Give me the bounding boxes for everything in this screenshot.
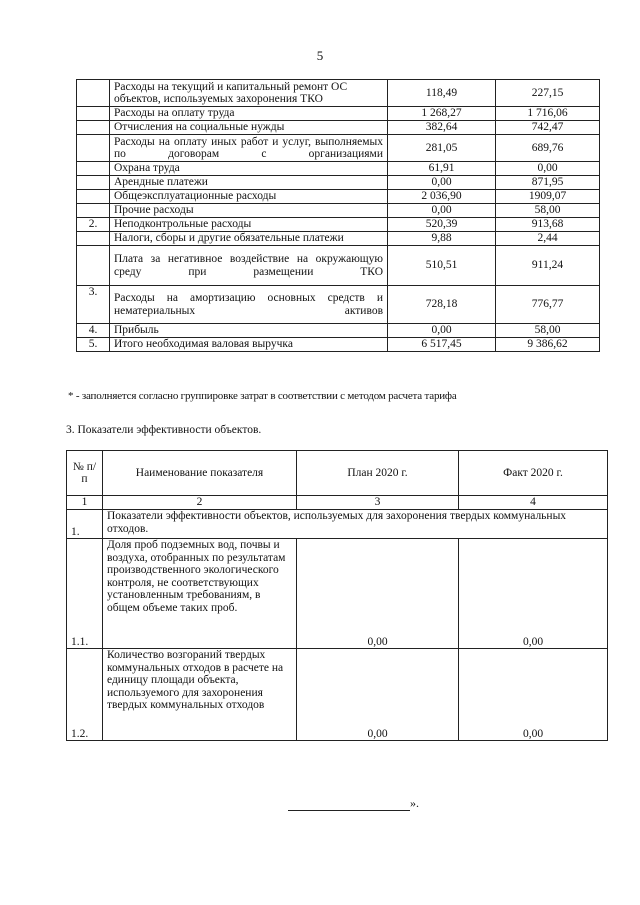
row-plan: 520,39 bbox=[388, 218, 496, 232]
row-name: Расходы на оплату труда bbox=[110, 107, 388, 121]
row-num bbox=[77, 246, 110, 286]
expense-row bbox=[77, 107, 600, 121]
row-plan: 281,05 bbox=[388, 135, 496, 162]
row-name: Отчисления на социальные нужды bbox=[110, 121, 388, 135]
row-name: Итого необходимая валовая выручка bbox=[110, 338, 388, 352]
signature-suffix: ». bbox=[410, 796, 419, 810]
expense-row bbox=[77, 286, 600, 324]
expense-row bbox=[77, 121, 600, 135]
row-plan: 2 036,90 bbox=[388, 190, 496, 204]
section-title: 3. Показатели эффективности объектов. bbox=[66, 424, 262, 436]
row-fact: 742,47 bbox=[496, 121, 600, 135]
row-fact: 1 716,06 bbox=[496, 107, 600, 121]
expense-row bbox=[77, 204, 600, 218]
signature-line bbox=[288, 796, 419, 811]
group-row bbox=[67, 510, 608, 539]
row-plan: 61,91 bbox=[388, 162, 496, 176]
row-name: Налоги, сборы и другие обязательные платежи bbox=[110, 232, 388, 246]
row-name: Арендные платежи bbox=[110, 176, 388, 190]
row-num: 5. bbox=[77, 338, 110, 352]
expense-row bbox=[77, 135, 600, 162]
expense-row bbox=[77, 176, 600, 190]
row-plan: 0,00 bbox=[297, 649, 459, 741]
row-fact: 911,24 bbox=[496, 246, 600, 286]
row-name: Неподконтрольные расходы bbox=[110, 218, 388, 232]
row-plan: 0,00 bbox=[388, 204, 496, 218]
row-fact: 58,00 bbox=[496, 204, 600, 218]
row-num bbox=[77, 121, 110, 135]
page-number: 5 bbox=[316, 48, 324, 63]
col-number-1: 1 bbox=[67, 496, 103, 510]
header-name: Наименование показателя bbox=[103, 451, 297, 496]
expense-row bbox=[77, 324, 600, 338]
row-plan: 0,00 bbox=[297, 539, 459, 649]
col-number-3: 3 bbox=[297, 496, 459, 510]
expense-row bbox=[77, 338, 600, 352]
expense-row bbox=[77, 218, 600, 232]
row-fact: 9 386,62 bbox=[496, 338, 600, 352]
table-row bbox=[67, 649, 608, 741]
row-fact: 58,00 bbox=[496, 324, 600, 338]
row-fact: 1909,07 bbox=[496, 190, 600, 204]
row-name: Прибыль bbox=[110, 324, 388, 338]
row-plan: 9,88 bbox=[388, 232, 496, 246]
row-plan: 0,00 bbox=[388, 324, 496, 338]
row-name: Расходы на текущий и капитальный ремонт ОС объектов, используемых захоронения ТКО bbox=[110, 80, 388, 107]
group-num: 1. bbox=[67, 510, 103, 539]
efficiency-header-row bbox=[67, 451, 608, 496]
efficiency-table bbox=[66, 450, 608, 741]
expense-row bbox=[77, 246, 600, 286]
row-name: Расходы на оплату иных работ и услуг, выполняемых по договорам с организациями bbox=[110, 135, 388, 162]
expense-row bbox=[77, 190, 600, 204]
row-num: 3. bbox=[77, 286, 110, 324]
row-num bbox=[77, 162, 110, 176]
row-name: Плата за негативное воздействие на окружающую среду при размещении ТКО bbox=[110, 246, 388, 286]
row-fact: 776,77 bbox=[496, 286, 600, 324]
row-plan: 510,51 bbox=[388, 246, 496, 286]
row-fact: 2,44 bbox=[496, 232, 600, 246]
header-num: № п/п bbox=[67, 451, 103, 496]
row-fact: 0,00 bbox=[496, 162, 600, 176]
row-num: 2. bbox=[77, 218, 110, 232]
row-fact: 689,76 bbox=[496, 135, 600, 162]
group-name: Показатели эффективности объектов, используемых для захоронения твердых коммунальных отходов. bbox=[103, 510, 608, 539]
row-fact: 871,95 bbox=[496, 176, 600, 190]
row-num bbox=[77, 135, 110, 162]
row-num bbox=[77, 107, 110, 121]
col-number-4: 4 bbox=[459, 496, 608, 510]
row-num bbox=[77, 190, 110, 204]
row-plan: 728,18 bbox=[388, 286, 496, 324]
expense-table bbox=[76, 79, 600, 352]
footnote: * - заполняется согласно группировке затрат в соответствии с методом расчета тарифа bbox=[68, 390, 457, 402]
header-fact: Факт 2020 г. bbox=[459, 451, 608, 496]
col-number-2: 2 bbox=[103, 496, 297, 510]
row-num bbox=[77, 204, 110, 218]
row-name: Общеэксплуатационные расходы bbox=[110, 190, 388, 204]
expense-row bbox=[77, 80, 600, 107]
row-plan: 6 517,45 bbox=[388, 338, 496, 352]
row-plan: 0,00 bbox=[388, 176, 496, 190]
row-fact: 913,68 bbox=[496, 218, 600, 232]
table-row bbox=[67, 539, 608, 649]
row-plan: 1 268,27 bbox=[388, 107, 496, 121]
row-plan: 382,64 bbox=[388, 121, 496, 135]
row-num bbox=[77, 80, 110, 107]
row-num: 1.1. bbox=[67, 539, 103, 649]
row-name: Количество возгораний твердых коммунальных отходов в расчете на единицу площади объекта, используемого для захоронения твердых коммунальных отходов bbox=[103, 649, 297, 741]
row-name: Прочие расходы bbox=[110, 204, 388, 218]
row-num: 4. bbox=[77, 324, 110, 338]
row-name: Охрана труда bbox=[110, 162, 388, 176]
header-plan: План 2020 г. bbox=[297, 451, 459, 496]
row-name: Расходы на амортизацию основных средств и нематериальных активов bbox=[110, 286, 388, 324]
row-plan: 118,49 bbox=[388, 80, 496, 107]
column-number-row bbox=[67, 496, 608, 510]
signature-blank bbox=[288, 799, 410, 811]
row-name: Доля проб подземных вод, почвы и воздуха, отобранных по результатам производственного экологического контроля, не соответствующих установленным требованиям, в общем объеме таких проб. bbox=[103, 539, 297, 649]
row-num bbox=[77, 176, 110, 190]
row-fact: 0,00 bbox=[459, 649, 608, 741]
expense-row bbox=[77, 162, 600, 176]
expense-row bbox=[77, 232, 600, 246]
row-num: 1.2. bbox=[67, 649, 103, 741]
row-num bbox=[77, 232, 110, 246]
row-fact: 0,00 bbox=[459, 539, 608, 649]
row-fact: 227,15 bbox=[496, 80, 600, 107]
